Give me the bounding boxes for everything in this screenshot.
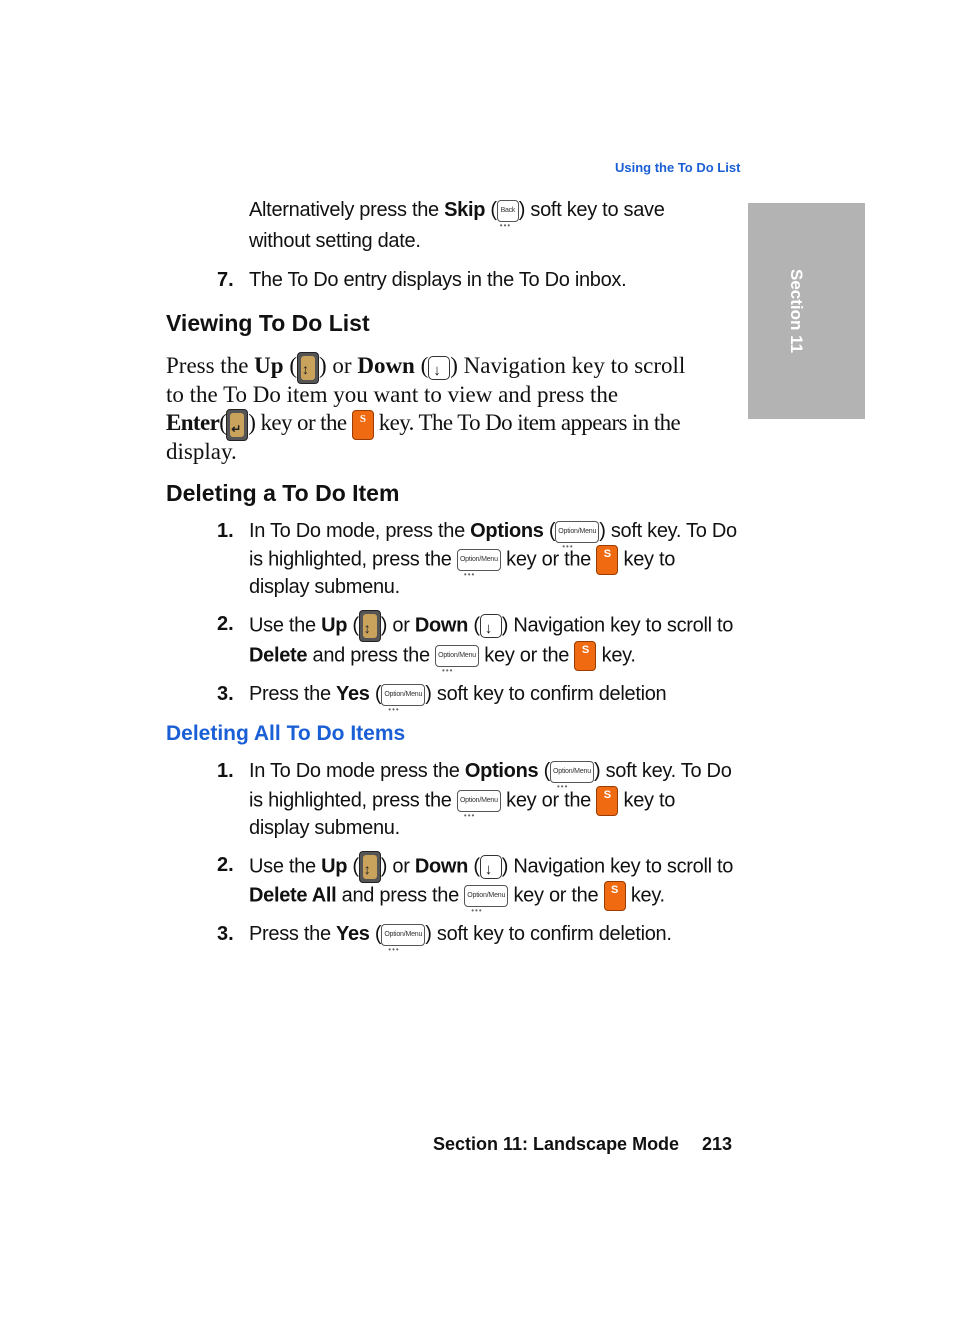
down-nav-key-icon [480, 855, 502, 879]
s-key-icon: S [352, 410, 374, 440]
options-soft-key-icon: Option/Menu ••• [550, 761, 594, 783]
options-soft-key-icon: Option/Menu ••• [457, 790, 501, 812]
step-number: 3. [217, 683, 234, 705]
viewing-line-2: to the To Do item you want to view and press the [166, 382, 619, 407]
delete-all-step-1-line-3: display submenu. [249, 817, 400, 839]
delete-step-3: Press the Yes ( Option/Menu ••• ) soft key to confirm deletion [249, 683, 667, 714]
enter-key-icon [226, 409, 248, 441]
s-key-icon: S [574, 641, 596, 671]
step-7-text: The To Do entry displays in the To Do inbox. [249, 269, 627, 291]
viewing-line-1: Press the Up (↕ ) or Down (↓ ) Navigation key to scroll [166, 351, 685, 384]
options-soft-key-icon: Option/Menu ••• [555, 521, 599, 543]
delete-all-step-1-line-2: is highlighted, press the Option/Menu ••• key or the S key to [249, 786, 675, 816]
viewing-line-4: display. [166, 439, 237, 464]
page-number: 213 [702, 1134, 733, 1154]
heading-deleting-all: Deleting All To Do Items [166, 722, 406, 745]
intro-line-2: without setting date. [249, 230, 421, 252]
yes-soft-key-icon: Option/Menu ••• [381, 684, 425, 706]
viewing-line-3: Enter(↵ ) key or the S key. The To Do item appears in the [166, 408, 680, 441]
section-tab-label: Section 11 [787, 269, 806, 354]
step-number: 1. [217, 520, 234, 542]
up-nav-key-icon [359, 851, 381, 883]
delete-all-step-1-line-1: In To Do mode press the Options ( Option/Menu ••• ) soft key. To Do [249, 760, 732, 791]
options-soft-key-icon: Option/Menu ••• [464, 885, 508, 907]
s-key-icon: S [604, 881, 626, 911]
step-number: 2. [217, 854, 234, 876]
options-soft-key-icon: Option/Menu ••• [457, 549, 501, 571]
s-key-icon: S [596, 786, 618, 816]
step-number: 2. [217, 613, 234, 635]
delete-step-2-line-1: Use the Up (↕ ) or Down (↓ ) Navigation key to scroll to [249, 610, 733, 642]
step-number: 7. [217, 269, 234, 291]
yes-soft-key-icon: Option/Menu ••• [381, 924, 425, 946]
heading-viewing: Viewing To Do List [166, 310, 370, 336]
step-number: 3. [217, 923, 234, 945]
delete-all-step-2-line-2: Delete All and press the Option/Menu ••• key or the S key. [249, 881, 665, 911]
delete-all-step-2-line-1: Use the Up (↕ ) or Down (↓ ) Navigation key to scroll to [249, 851, 733, 883]
options-soft-key-icon: Option/Menu ••• [435, 645, 479, 667]
delete-step-1-line-2: is highlighted, press the Option/Menu ••• key or the S key to [249, 545, 675, 575]
delete-all-step-3: Press the Yes ( Option/Menu ••• ) soft key to confirm deletion. [249, 923, 672, 954]
step-number: 1. [217, 760, 234, 782]
heading-deleting: Deleting a To Do Item [166, 480, 400, 506]
section-tab [748, 203, 865, 419]
footer-section-title: Section 11: Landscape Mode [433, 1134, 680, 1154]
s-key-icon: S [596, 545, 618, 575]
down-nav-key-icon [480, 614, 502, 638]
intro-line-1: Alternatively press the Skip ( Back ••• ) soft key to save [249, 199, 665, 230]
running-header: Using the To Do List [615, 160, 741, 175]
up-nav-key-icon [297, 352, 319, 384]
delete-step-1-line-1: In To Do mode, press the Options ( Option/Menu ••• ) soft key. To Do [249, 520, 737, 551]
delete-step-2-line-2: Delete and press the Option/Menu ••• key or the S key. [249, 641, 636, 671]
back-key-icon: Back ••• [497, 200, 519, 222]
down-nav-key-icon [428, 356, 450, 380]
delete-step-1-line-3: display submenu. [249, 576, 400, 598]
up-nav-key-icon [359, 610, 381, 642]
